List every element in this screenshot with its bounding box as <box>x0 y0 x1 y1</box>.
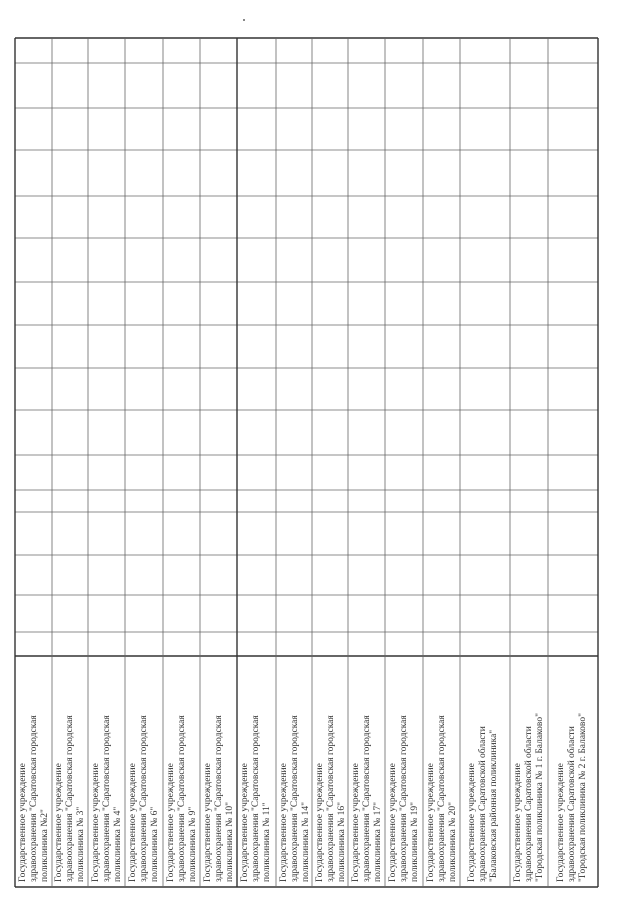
row-label: Государственное учреждение здравоохранения "Саратовская городская поликлиника № 6" <box>128 715 160 882</box>
row-label: Государственное учреждение здравоохранения "Саратовская городская поликлиника № 14" <box>279 715 311 882</box>
row-label: Государственное учреждение здравоохранения "Саратовская городская поликлиника № 11" <box>240 715 272 882</box>
row-label: Государственное учреждение здравоохранения Саратовской области "Городская поликлиника № 1 г. Балаково" <box>513 713 545 882</box>
row-label: Государственное учреждение здравоохранения "Саратовская городская поликлиника № 9" <box>166 715 198 882</box>
row-label: Государственное учреждение здравоохранения "Саратовская городская поликлиника № 16" <box>315 715 347 882</box>
row-label: Государственное учреждение здравоохранения "Саратовская городская поликлиника № 10" <box>203 715 235 882</box>
row-label: Государственное учреждение здравоохранения Саратовской области "Городская поликлиника № 2 г. Балаково" <box>556 713 588 882</box>
row-label: Государственное учреждение здравоохранения "Саратовская городская поликлиника № 17" <box>351 715 383 882</box>
row-label: Государственное учреждение здравоохранения "Саратовская городская поликлиника №2" <box>18 715 50 882</box>
row-label: Государственное учреждение здравоохранения "Саратовская городская поликлиника № 3" <box>54 715 86 882</box>
row-label: Государственное учреждение здравоохранения "Саратовская городская поликлиника № 20" <box>426 715 458 882</box>
row-label: Государственное учреждение здравоохранения "Саратовская городская поликлиника № 19" <box>388 715 420 882</box>
row-label: Государственное учреждение здравоохранения "Саратовская городская поликлиника № 4" <box>91 715 123 882</box>
row-label: Государственное учреждение здравоохранения Саратовской области "Балаковская районная поликлиника" <box>467 726 499 882</box>
